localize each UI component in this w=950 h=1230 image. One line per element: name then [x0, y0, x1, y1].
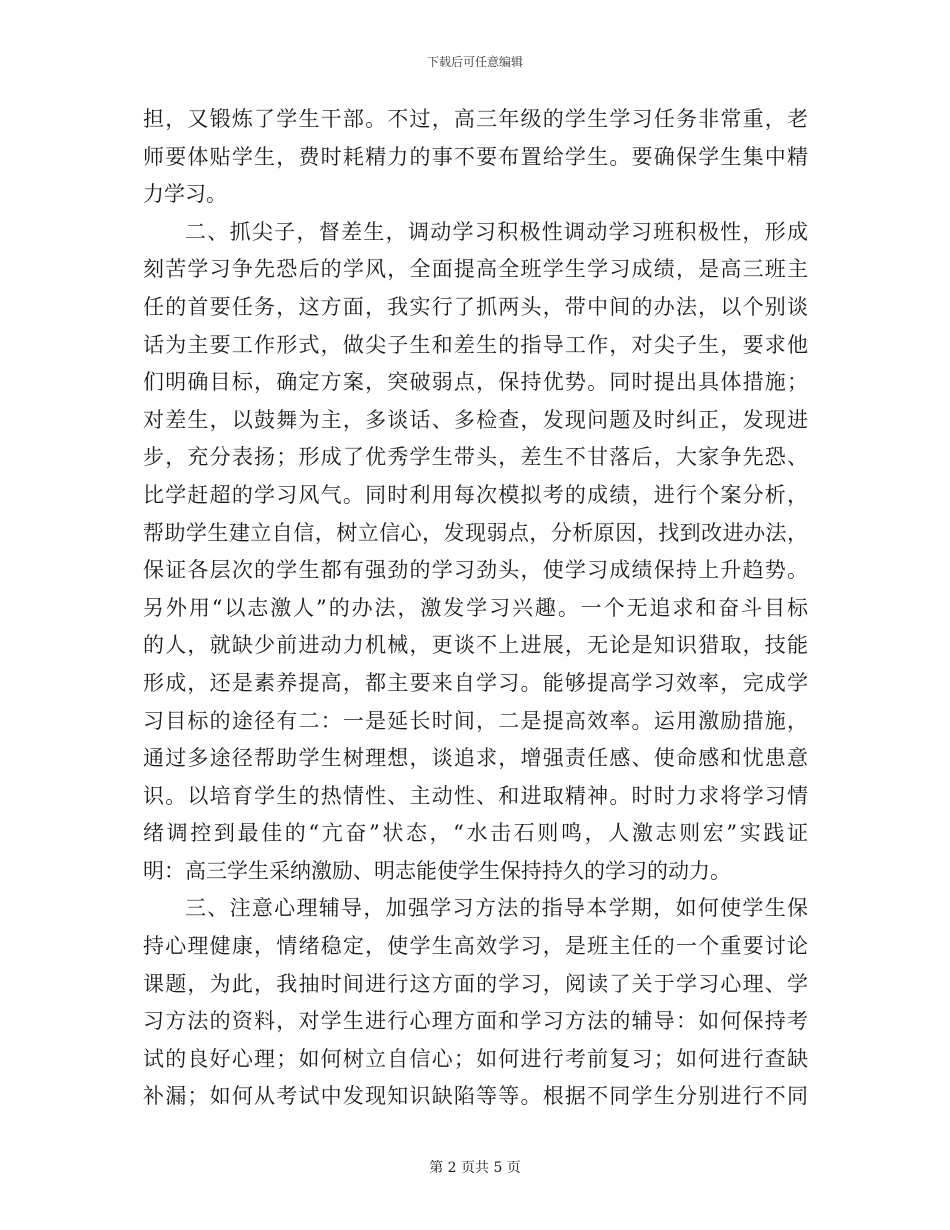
text-line: 力学习。 — [143, 182, 227, 207]
text-line: 们明确目标，确定方案，突破弱点，保持优势。同时提出具体措施； — [143, 370, 808, 395]
text-line: 的人，就缺少前进动力机械，更谈不上进展，无论是知识猎取，技能 — [143, 633, 808, 658]
text-line: 话为主要工作形式，做尖子生和差生的指导工作，对尖子生，要求他 — [143, 332, 808, 357]
text-line: 课题，为此，我抽时间进行这方面的学习，阅读了关于学习心理、学 — [143, 971, 808, 996]
text-line: 明：高三学生采纳激励、明志能使学生保持持久的学习的动力。 — [143, 858, 731, 883]
text-line: 习目标的途径有二：一是延长时间，二是提高效率。运用激励措施， — [143, 708, 808, 733]
text-line: 习方法的资料，对学生进行心理方面和学习方法的辅导：如何保持考 — [143, 1009, 808, 1034]
text-line: 持心理健康，情绪稳定，使学生高效学习，是班主任的一个重要讨论 — [143, 934, 808, 959]
text-line: 补漏；如何从考试中发现知识缺陷等等。根据不同学生分别进行不同 — [143, 1084, 808, 1109]
text-line: 帮助学生建立自信，树立信心，发现弱点，分析原因，找到改进办法， — [143, 520, 808, 545]
text-line: 保证各层次的学生都有强劲的学习劲头，使学习成绩保持上升趋势。 — [143, 558, 808, 583]
text-line: 试的良好心理；如何树立自信心；如何进行考前复习；如何进行查缺 — [143, 1046, 808, 1071]
text-line: 识。以培育学生的热情性、主动性、和进取精神。时时力求将学习情 — [143, 783, 808, 808]
text-line: 绪调控到最佳的“亢奋”状态，“水击石则鸣，人激志则宏”实践证 — [143, 821, 808, 846]
text-line: 对差生，以鼓舞为主，多谈话、多检查，发现问题及时纠正，发现进 — [143, 407, 808, 432]
text-line: 比学赶超的学习风气。同时利用每次模拟考的成绩，进行个案分析， — [143, 482, 808, 507]
text-line: 任的首要任务，这方面，我实行了抓两头，带中间的办法，以个别谈 — [143, 294, 808, 319]
page-header: 下载后可任意编辑 — [426, 55, 523, 69]
text-line: 师要体贴学生，费时耗精力的事不要布置给学生。要确保学生集中精 — [143, 144, 808, 169]
text-line: 担，又锻炼了学生干部。不过，高三年级的学生学习任务非常重，老 — [143, 107, 808, 131]
text-line: 三、注意心理辅导，加强学习方法的指导本学期，如何使学生保 — [185, 896, 808, 921]
page-number: 第 2 页共 5 页 — [429, 1160, 521, 1176]
text-line: 步，充分表扬；形成了优秀学生带头，差生不甘落后，大家争先恐、 — [143, 445, 808, 470]
text-line: 形成，还是素养提高，都主要来自学习。能够提高学习效率，完成学 — [143, 670, 808, 695]
document-body — [143, 101, 808, 1116]
text-line: 二、抓尖子，督差生，调动学习积极性调动学习班积极性，形成 — [185, 219, 808, 244]
text-line: 通过多途径帮助学生树理想，谈追求，增强责任感、使命感和忧患意 — [143, 746, 808, 771]
text-line: 另外用“以志激人”的办法，激发学习兴趣。一个无追求和奋斗目标 — [143, 595, 808, 620]
text-line: 刻苦学习争先恐后的学风，全面提高全班学生学习成绩，是高三班主 — [143, 257, 808, 282]
